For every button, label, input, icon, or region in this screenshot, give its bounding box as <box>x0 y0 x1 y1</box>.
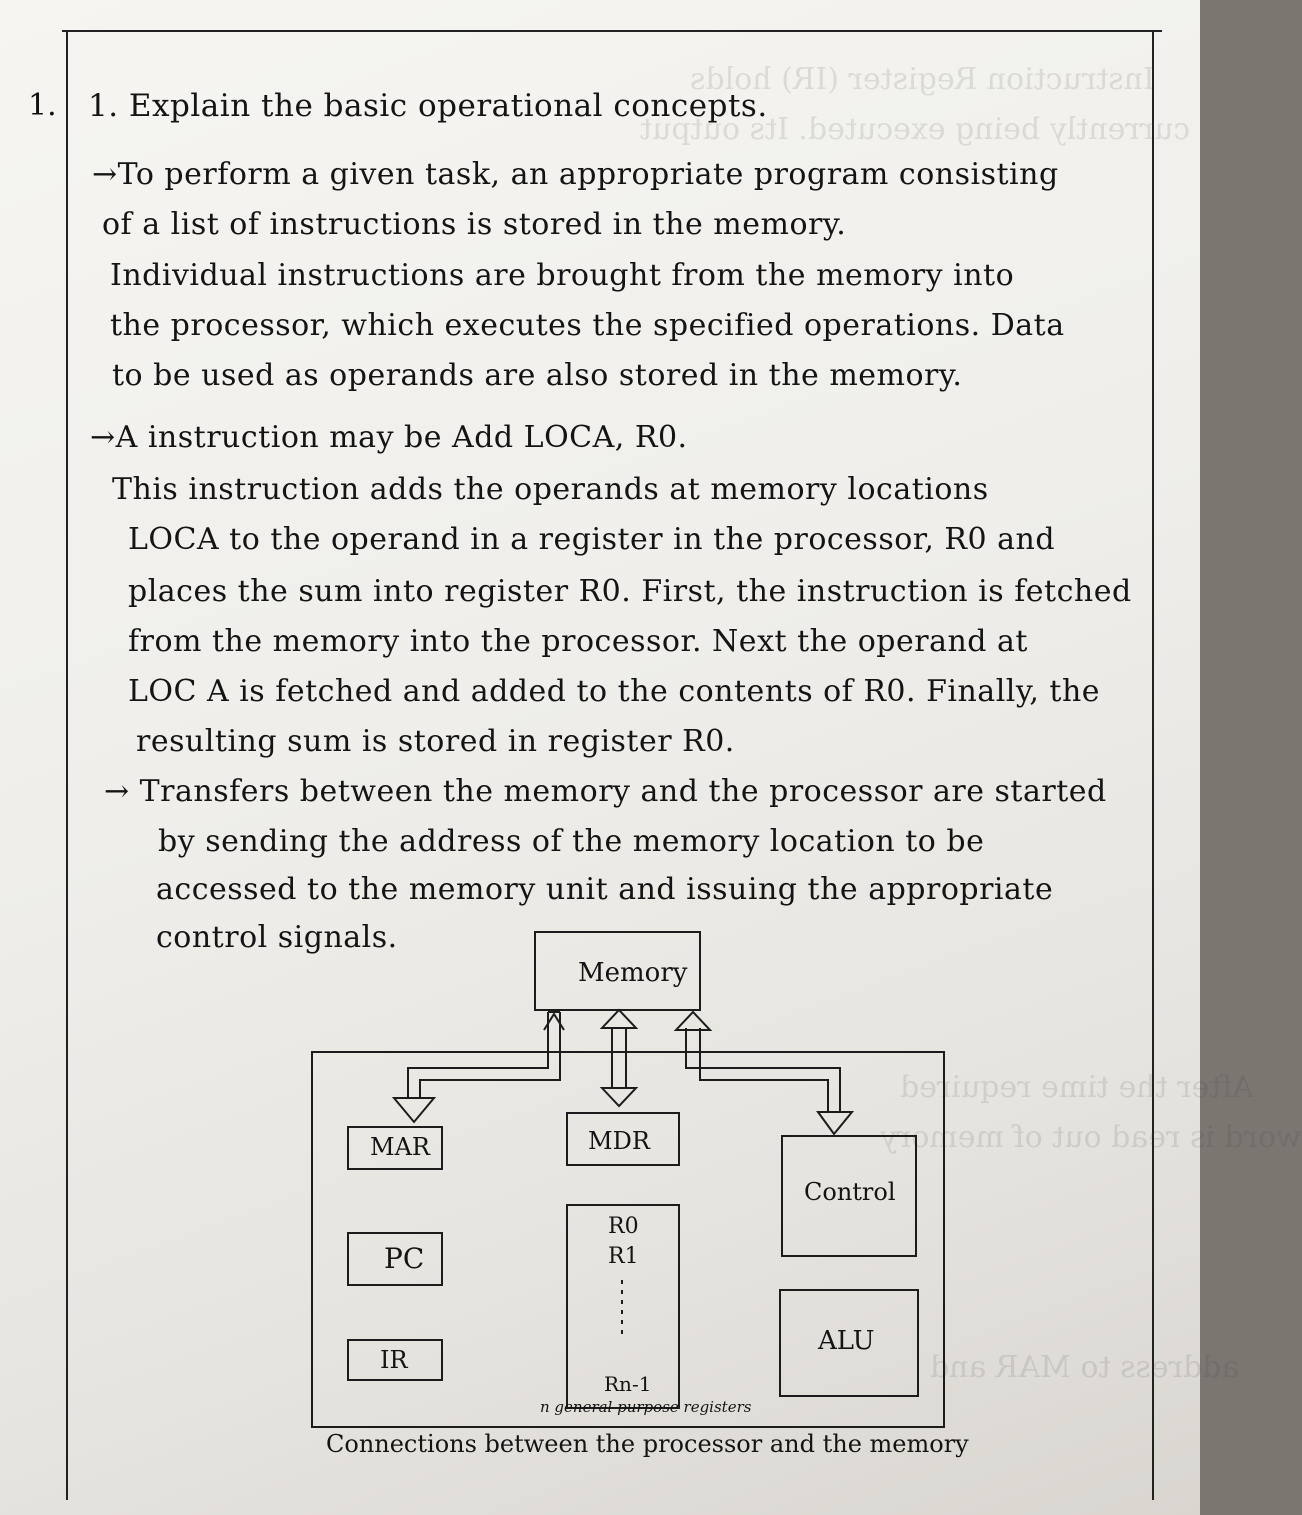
memory-to-mar-path <box>408 1012 548 1098</box>
notebook-page: Instruction Register (IR) holds currently being executed. Its output After the time required word is read out of memory address to MAR and 1. 1. Explain the basic operational concepts. →To perform a given task, an appropriate program consisting of a list of instructions is stored in the memory. Individual instructions are brought from the memory into the processor, which executes the specified operations. Data to be used as operands are also stored in the memory. →A instruction may be Add LOCA, R0. This instruction adds the operands at memory locations LOCA to the operand in a register in the processor, R0 and places the sum into register R0. First, the instruction is fetched from the memory into the processor. Next the operand at LOC A is fetched and added to the contents of R0. Finally, the resulting sum is stored in register R0. → Transfers between the memory and the processor are started by sending the address of the memory location to be accessed to the memory unit and issuing the appropriate control signals. Memory MAR MDR Control PC IR ALU R0 R1 Rn-1 n general purpose registers Connections between the processor and the memory <box>0 0 1200 1515</box>
register-r1-label: R1 <box>608 1244 639 1269</box>
mar-label: MAR <box>370 1133 430 1161</box>
registers-caption: n general purpose registers <box>540 1398 752 1416</box>
control-label: Control <box>804 1178 896 1206</box>
text-line-6: →A instruction may be Add LOCA, R0. <box>90 420 688 455</box>
text-line-14: by sending the address of the memory location to be <box>158 824 985 859</box>
text-line-7: This instruction adds the operands at memory locations <box>112 472 989 507</box>
mdr-down-arrowhead <box>602 1088 636 1106</box>
mar-arrowhead <box>394 1098 434 1122</box>
register-rn-1-label: Rn-1 <box>604 1372 652 1396</box>
text-line-15: accessed to the memory unit and issuing the appropriate <box>156 872 1054 907</box>
text-line-4: the processor, which executes the specified operations. Data <box>110 308 1065 343</box>
question-heading: 1. Explain the basic operational concepts. <box>88 88 768 124</box>
text-line-1: →To perform a given task, an appropriate program consisting <box>92 157 1059 192</box>
text-line-2: of a list of instructions is stored in the memory. <box>102 207 847 242</box>
text-line-5: to be used as operands are also stored in the memory. <box>112 358 963 393</box>
memory-mdr-bus <box>612 1028 626 1088</box>
text-line-10: from the memory into the processor. Next the operand at <box>128 624 1028 659</box>
text-line-8: LOCA to the operand in a register in the processor, R0 and <box>128 522 1056 557</box>
text-line-16: control signals. <box>156 920 398 955</box>
control-down-arrowhead <box>818 1112 852 1134</box>
control-memory-path <box>686 1028 840 1112</box>
text-line-3: Individual instructions are brought from the memory into <box>110 258 1015 293</box>
mdr-up-arrowhead <box>602 1010 636 1028</box>
memory-label: Memory <box>578 958 688 988</box>
alu-label: ALU <box>818 1326 875 1356</box>
text-line-13: → Transfers between the memory and the processor are started <box>104 774 1107 809</box>
mdr-label: MDR <box>588 1127 650 1155</box>
register-r0-label: R0 <box>608 1214 639 1239</box>
text-line-12: resulting sum is stored in register R0. <box>136 724 735 759</box>
diagram-caption: Connections between the processor and the memory <box>326 1430 969 1458</box>
ir-label: IR <box>380 1346 408 1374</box>
control-up-arrowhead <box>676 1012 710 1030</box>
text-line-9: places the sum into register R0. First, the instruction is fetched <box>128 574 1132 609</box>
pc-label: PC <box>384 1242 425 1275</box>
question-number: 1. <box>28 88 57 123</box>
text-line-11: LOC A is fetched and added to the contents of R0. Finally, the <box>128 674 1101 709</box>
